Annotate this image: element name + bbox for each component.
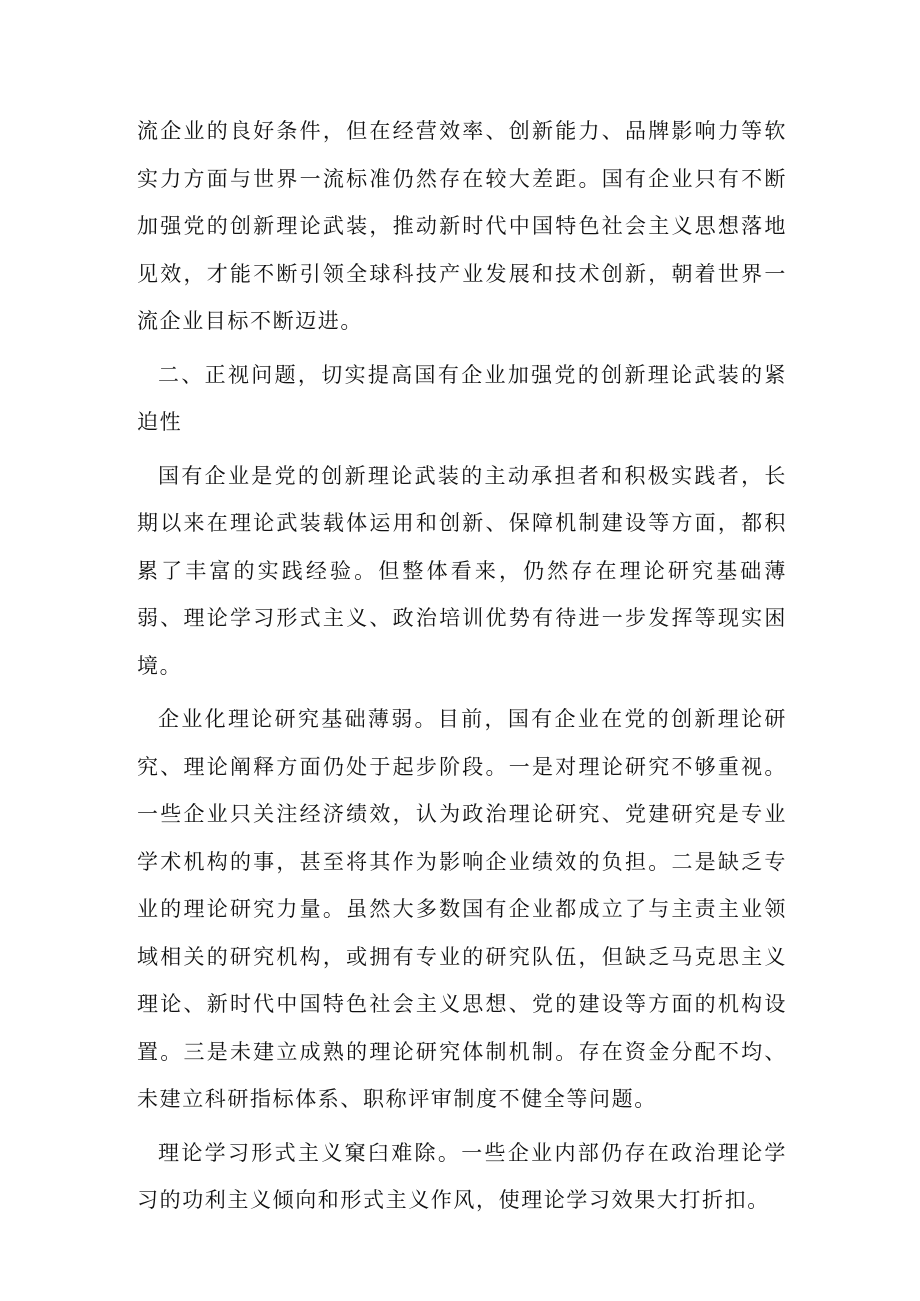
paragraph: 理论学习形式主义窠臼难除。一些企业内部仍存在政治理论学习的功利主义倾向和形式主义作风，使理论学习效果大打折扣。 [137, 1140, 787, 1212]
document-body [137, 108, 787, 1231]
paragraph: 企业化理论研究基础薄弱。目前，国有企业在党的创新理论研究、理论阐释方面仍处于起步阶段。一是对理论研究不够重视。一些企业只关注经济绩效，认为政治理论研究、党建研究是专业学术机构的事，甚至将其作为影响企业绩效的负担。二是缺乏专业的理论研究力量。虽然大多数国有企业都成立了与主责主业领域相关的研究机构，或拥有专业的研究队伍，但缺乏马克思主义理论、新时代中国特色社会主义思想、党的建设等方面的机构设置。三是未建立成熟的理论研究体制机制。存在资金分配不均、未建立科研指标体系、职称评审制度不健全等问题。 [137, 707, 787, 1111]
paragraph: 国有企业是党的创新理论武装的主动承担者和积极实践者，长期以来在理论武装载体运用和创新、保障机制建设等方面，都积累了丰富的实践经验。但整体看来，仍然存在理论研究基础薄弱、理论学习形式主义、政治培训优势有待进一步发挥等现实困境。 [137, 463, 787, 678]
section-heading: 二、正视问题，切实提高国有企业加强党的创新理论武装的紧迫性 [137, 362, 787, 434]
paragraph-continuation: 流企业的良好条件，但在经营效率、创新能力、品牌影响力等软实力方面与世界一流标准仍然存在较大差距。国有企业只有不断加强党的创新理论武装，推动新时代中国特色社会主义思想落地见效，才能不断引领全球科技产业发展和技术创新，朝着世界一流企业目标不断迈进。 [137, 119, 787, 333]
